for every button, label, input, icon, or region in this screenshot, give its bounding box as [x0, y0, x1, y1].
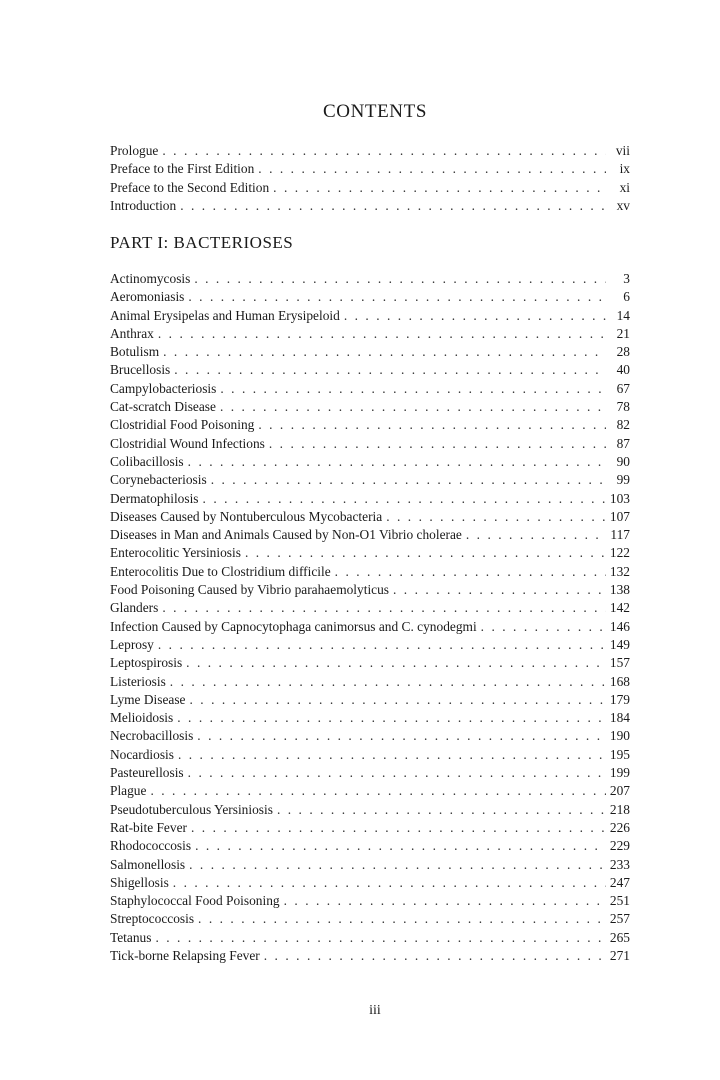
- toc-entry-title: Corynebacteriosis: [110, 472, 207, 488]
- toc-entry-page: 87: [616, 435, 630, 451]
- toc-entry: [110, 892, 630, 910]
- toc-entry-title: Nocardiosis: [110, 746, 174, 762]
- dot-leader: [158, 636, 606, 654]
- toc-entry-page: 107: [609, 508, 630, 524]
- toc-entry-title: Preface to the First Edition: [110, 161, 255, 177]
- toc-entry: [110, 874, 630, 892]
- toc-entry: [110, 764, 630, 782]
- toc-entry-title: Pseudotuberculous Yersiniosis: [110, 801, 273, 817]
- toc-entry-title: Melioidosis: [110, 710, 174, 726]
- dot-leader: [180, 197, 606, 215]
- toc-entry-page: 21: [616, 325, 630, 341]
- toc-entry-page: 28: [616, 344, 630, 360]
- toc-entry-title: Cat-scratch Disease: [110, 399, 216, 415]
- toc-entry-title: Glanders: [110, 600, 159, 616]
- dot-leader: [481, 618, 606, 636]
- toc-entry-title: Staphylococcal Food Poisoning: [110, 893, 280, 909]
- toc-entry-page: 233: [609, 856, 630, 872]
- page-title: CONTENTS: [322, 101, 428, 122]
- dot-leader: [174, 361, 606, 379]
- toc-entry-page: xv: [616, 197, 630, 213]
- toc-entry: [110, 325, 630, 343]
- toc-entry: [110, 782, 630, 800]
- toc-entry-page: 184: [609, 710, 630, 726]
- dot-leader: [258, 160, 606, 178]
- dot-leader: [245, 544, 606, 562]
- toc-entry-page: 103: [609, 490, 630, 506]
- toc-entry-title: Leprosy: [110, 636, 154, 652]
- toc-entry-page: vii: [615, 143, 630, 158]
- toc-entry: [110, 819, 630, 837]
- toc-entry-page: 207: [609, 783, 630, 799]
- dot-leader: [393, 581, 606, 599]
- toc-entry-page: 122: [609, 545, 630, 561]
- dot-leader: [190, 691, 606, 709]
- toc-entry: [110, 435, 630, 453]
- dot-leader: [284, 892, 606, 910]
- toc-entry-title: Animal Erysipelas and Human Erysipeloid: [110, 307, 340, 323]
- toc-entry: [110, 526, 630, 544]
- toc-entry-title: Tetanus: [110, 929, 152, 945]
- dot-leader: [177, 709, 606, 727]
- toc-entry: [110, 709, 630, 727]
- toc-entry: [110, 343, 630, 361]
- toc-entry: [110, 727, 630, 745]
- toc-entry: [110, 416, 630, 434]
- toc-entry-title: Preface to the Second Edition: [110, 179, 270, 195]
- toc-entry: [110, 307, 630, 325]
- toc-entry-title: Introduction: [110, 197, 177, 213]
- toc-entry-title: Prologue: [110, 143, 159, 158]
- dot-leader: [188, 453, 606, 471]
- toc-entry-page: 179: [609, 691, 630, 707]
- toc-entry-title: Dermatophilosis: [110, 490, 199, 506]
- toc-entry: [110, 673, 630, 691]
- toc-entry: [110, 471, 630, 489]
- toc-entry-title: Enterocolitis Due to Clostridium difficile: [110, 563, 331, 579]
- dot-leader: [269, 435, 606, 453]
- toc-entry-title: Diseases Caused by Nontuberculous Mycobacteria: [110, 508, 383, 524]
- toc-entry: [110, 197, 630, 215]
- toc-entry: [110, 508, 630, 526]
- toc-entry-page: 229: [609, 838, 630, 854]
- toc-entry-page: 226: [609, 819, 630, 835]
- toc-entry-title: Streptococcosis: [110, 911, 195, 927]
- toc-entry-title: Colibacillosis: [110, 453, 184, 469]
- dot-leader: [220, 380, 606, 398]
- dot-leader: [186, 654, 606, 672]
- toc-entry: [110, 160, 630, 178]
- dot-leader: [158, 325, 606, 343]
- toc-entry-title: Listeriosis: [110, 673, 166, 689]
- toc-entry-title: Salmonellosis: [110, 856, 186, 872]
- dot-leader: [264, 947, 606, 965]
- dot-leader: [173, 874, 606, 892]
- toc-entry: [110, 270, 630, 288]
- toc-entry-title: Brucellosis: [110, 362, 171, 378]
- toc-entry: [110, 636, 630, 654]
- toc-entry-title: Enterocolitic Yersiniosis: [110, 545, 241, 561]
- toc-entry-title: Leptospirosis: [110, 655, 183, 671]
- toc-entry: [110, 746, 630, 764]
- toc-entry: [110, 453, 630, 471]
- toc-entry-page: 90: [616, 453, 630, 469]
- toc-entry: [110, 856, 630, 874]
- toc-entry-page: 138: [609, 582, 630, 598]
- dot-leader: [188, 288, 606, 306]
- toc-entry-page: 6: [623, 289, 630, 305]
- toc-entry: [110, 801, 630, 819]
- toc-entry: [110, 654, 630, 672]
- toc-entry-page: 149: [609, 636, 630, 652]
- toc-entry-title: Clostridial Food Poisoning: [110, 417, 255, 433]
- toc-entry-page: 190: [609, 728, 630, 744]
- toc-entry-page: 265: [609, 929, 630, 945]
- dot-leader: [220, 398, 606, 416]
- toc-entry-page: 99: [616, 472, 630, 488]
- toc-entry-title: Tick-borne Relapsing Fever: [110, 947, 260, 963]
- toc-entry-title: Campylobacteriosis: [110, 380, 217, 396]
- toc-entry-title: Actinomycosis: [110, 271, 191, 286]
- toc-entry: [110, 288, 630, 306]
- toc-entry: [110, 947, 630, 965]
- toc-entry: [110, 361, 630, 379]
- toc-entry: [110, 398, 630, 416]
- toc-entry-page: 78: [616, 399, 630, 415]
- toc-entry-title: Botulism: [110, 344, 160, 360]
- toc-entry: [110, 581, 630, 599]
- toc-entry-page: xi: [619, 179, 630, 195]
- dot-leader: [188, 764, 606, 782]
- dot-leader: [195, 837, 606, 855]
- toc-entry-title: Plague: [110, 783, 147, 799]
- toc-entry: [110, 691, 630, 709]
- dot-leader: [189, 856, 606, 874]
- toc-entry-title: Pasteurellosis: [110, 765, 184, 781]
- toc-entry-title: Lyme Disease: [110, 691, 186, 707]
- dot-leader: [273, 179, 606, 197]
- dot-leader: [258, 416, 606, 434]
- dot-leader: [211, 471, 606, 489]
- toc-entry-page: 247: [609, 874, 630, 890]
- dot-leader: [170, 673, 606, 691]
- toc-entry-title: Infection Caused by Capnocytophaga canimorsus and C. cynodegmi: [110, 618, 477, 634]
- toc-entry-title: Clostridial Wound Infections: [110, 435, 265, 451]
- front-matter-list: [110, 142, 630, 215]
- dot-leader: [162, 142, 606, 160]
- dot-leader: [197, 727, 606, 745]
- toc-entry: [110, 599, 630, 617]
- dot-leader: [155, 929, 605, 947]
- toc-entry-title: Aeromoniasis: [110, 289, 185, 305]
- part-heading: PART I: BACTERIOSES: [110, 233, 294, 252]
- toc-entry-title: Food Poisoning Caused by Vibrio parahaemolyticus: [110, 582, 390, 598]
- dot-leader: [150, 782, 605, 800]
- toc-entry-page: 67: [616, 380, 630, 396]
- toc-entry-page: 14: [616, 307, 630, 323]
- toc-entry: [110, 380, 630, 398]
- toc-entry-page: ix: [619, 161, 630, 177]
- toc-entry: [110, 544, 630, 562]
- toc-entry-title: Diseases in Man and Animals Caused by Non-O1 Vibrio cholerae: [110, 527, 462, 543]
- toc-entry-page: 117: [610, 527, 630, 543]
- toc-entry-page: 40: [616, 362, 630, 378]
- dot-leader: [163, 343, 606, 361]
- dot-leader: [386, 508, 606, 526]
- toc-entry: [110, 142, 630, 160]
- toc-entry: [110, 179, 630, 197]
- toc-entry-page: 82: [616, 417, 630, 433]
- dot-leader: [203, 490, 606, 508]
- toc-entry-title: Anthrax: [110, 325, 154, 341]
- dot-leader: [198, 910, 606, 928]
- dot-leader: [191, 819, 606, 837]
- toc-entry: [110, 929, 630, 947]
- toc-entry-page: 195: [609, 746, 630, 762]
- toc-entry-page: 251: [609, 893, 630, 909]
- dot-leader: [194, 270, 606, 288]
- dot-leader: [466, 526, 606, 544]
- toc-entry-page: 142: [609, 600, 630, 616]
- toc-entry-page: 168: [609, 673, 630, 689]
- dot-leader: [178, 746, 606, 764]
- toc-entry: [110, 490, 630, 508]
- part-entry-list: [110, 270, 630, 965]
- toc-entry-title: Rat-bite Fever: [110, 819, 187, 835]
- toc-entry-page: 199: [609, 765, 630, 781]
- toc-entry-page: 132: [609, 563, 630, 579]
- page-number: iii: [369, 1003, 381, 1018]
- dot-leader: [162, 599, 606, 617]
- toc-entry-page: 271: [609, 947, 630, 963]
- toc-entry-title: Necrobacillosis: [110, 728, 194, 744]
- toc-entry: [110, 563, 630, 581]
- toc-entry-page: 157: [609, 655, 630, 671]
- toc-entry-page: 218: [609, 801, 630, 817]
- toc-entry-title: Rhodococcosis: [110, 838, 192, 854]
- toc-entry-page: 3: [623, 271, 630, 286]
- dot-leader: [344, 307, 606, 325]
- toc-entry: [110, 837, 630, 855]
- toc-entry: [110, 618, 630, 636]
- dot-leader: [277, 801, 606, 819]
- toc-entry-title: Shigellosis: [110, 874, 169, 890]
- toc-entry: [110, 910, 630, 928]
- dot-leader: [335, 563, 606, 581]
- toc-entry-page: 257: [609, 911, 630, 927]
- toc-entry-page: 146: [609, 618, 630, 634]
